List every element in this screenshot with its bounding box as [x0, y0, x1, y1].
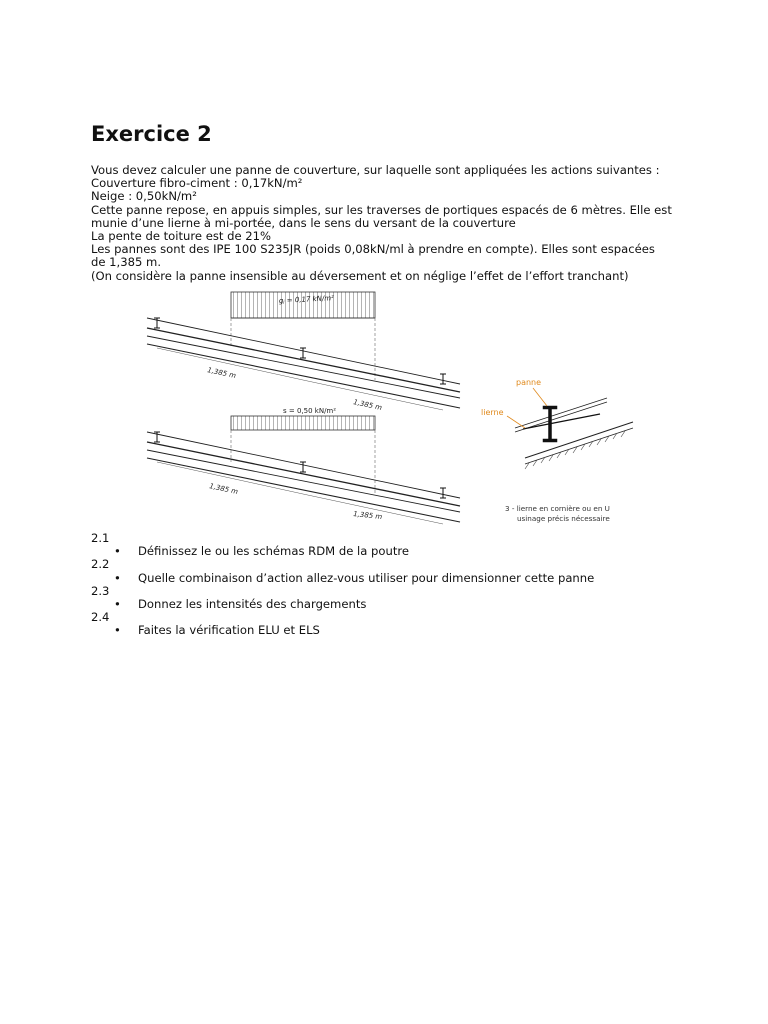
snow-load-block	[231, 416, 375, 430]
purlin-diagram	[145, 288, 645, 528]
question-number: 2.4	[91, 610, 110, 625]
statement-line: (On considère la panne insensible au déversement et on néglige l’effet de l’effort tranchant)	[91, 268, 629, 283]
question-item	[91, 545, 691, 558]
statement-line: munie d’une lierne à mi-portée, dans le sens du versant de la couverture	[91, 215, 516, 230]
statement-line: Neige : 0,50kN/m²	[91, 189, 197, 204]
bullet: •	[114, 623, 121, 638]
spacing-label-2: 1,385 m	[352, 398, 383, 413]
statement-line: Vous devez calculer une panne de couverture, sur laquelle sont appliquées les actions suivantes :	[91, 163, 660, 177]
question-number: 2.1	[91, 531, 110, 545]
snow-load-diagram	[147, 407, 460, 524]
exercise-statement	[91, 164, 691, 283]
lierne-label: lierne	[481, 408, 504, 417]
question-item	[91, 598, 691, 611]
questions-list	[91, 532, 691, 638]
question-number: 2.3	[91, 583, 110, 598]
bullet: •	[114, 597, 121, 612]
question-number: 2.2	[91, 557, 110, 572]
exercise-title: Exercice 2	[91, 122, 212, 146]
bullet: •	[114, 544, 121, 559]
question-text: Donnez les intensités des chargements	[138, 597, 367, 612]
bullet: •	[114, 570, 121, 585]
spacing-label-1: 1,385 m	[206, 366, 237, 381]
snow-load-label: s = 0,50 kN/m²	[283, 407, 337, 415]
question-text: Quelle combinaison d’action allez-vous utiliser pour dimensionner cette panne	[138, 570, 595, 585]
dead-load-label: gⱼ = 0,17 kN/m²	[278, 294, 335, 305]
panne-label: panne	[516, 378, 542, 387]
question-text: Définissez le ou les schémas RDM de la poutre	[138, 544, 410, 559]
spacing-label-4: 1,385 m	[352, 510, 383, 522]
roof-purlin-figure	[145, 288, 645, 528]
question-text: Faites la vérification ELU et ELS	[138, 623, 320, 638]
statement-line: Les pannes sont des IPE 100 S235JR (poids 0,08kN/ml à prendre en compte). Elles sont espacées	[91, 242, 655, 257]
lierne-detail	[481, 378, 633, 523]
statement-line: Cette panne repose, en appuis simples, sur les traverses de portiques espacés de 6 mètres. Elle est	[91, 202, 672, 217]
question-item	[91, 624, 691, 637]
statement-line: Couverture fibro-ciment : 0,17kN/m²	[91, 176, 303, 191]
dead-load-diagram	[147, 292, 460, 412]
detail-caption-line2: usinage précis nécessaire	[517, 514, 610, 523]
spacing-label-3: 1,385 m	[208, 482, 239, 497]
detail-caption-line1: 3 - lierne en cornière ou en U	[505, 504, 610, 513]
question-item	[91, 572, 691, 585]
statement-line: de 1,385 m.	[91, 255, 162, 270]
statement-line: La pente de toiture est de 21%	[91, 229, 272, 244]
